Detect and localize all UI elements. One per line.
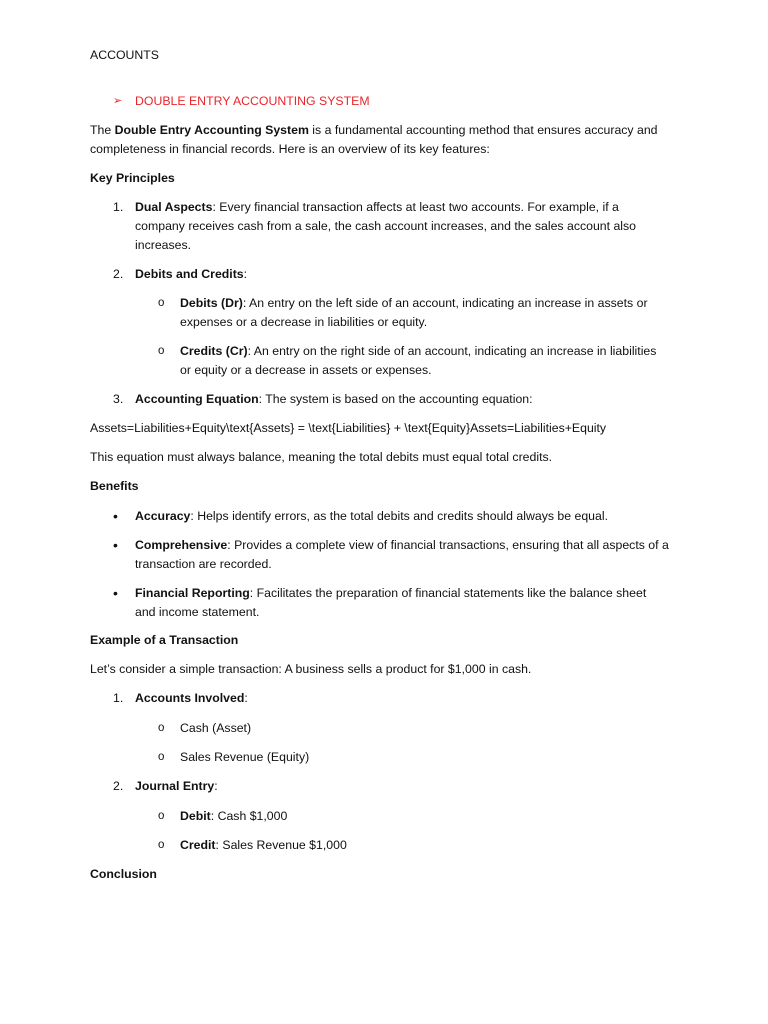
benefit-financial-reporting-term: Financial Reporting xyxy=(135,586,250,600)
credits-cr-line-2: or equity or a decrease in assets or expenses. xyxy=(180,363,432,377)
credits-cr-text: : An entry on the right side of an account, indicating an increase in liabilities xyxy=(247,344,657,358)
account-cash: Cash (Asset) xyxy=(180,721,252,735)
sub-bullet: o xyxy=(158,297,165,309)
dual-aspects-line-1 xyxy=(135,198,619,217)
sub-bullet: o xyxy=(158,722,165,734)
conclusion-heading xyxy=(90,865,157,884)
debits-dr-term: Debits (Dr) xyxy=(180,296,243,310)
sub-bullet: o xyxy=(158,839,165,851)
accounts-involved-line xyxy=(135,689,248,708)
debits-credits-line xyxy=(135,265,247,284)
journal-entry-colon: : xyxy=(214,779,218,793)
benefit-financial-reporting-line-2: and income statement. xyxy=(135,605,260,619)
debits-credits-colon: : xyxy=(243,267,248,281)
dual-aspects-line-3: increases. xyxy=(135,238,192,252)
account-sales-revenue: Sales Revenue (Equity) xyxy=(180,750,310,764)
benefit-financial-reporting-line-1 xyxy=(135,584,646,603)
credits-cr-term: Credits (Cr) xyxy=(180,344,248,358)
intro-prefix: The xyxy=(90,123,115,137)
journal-credit-value: : Sales Revenue $1,000 xyxy=(215,838,347,852)
benefit-comprehensive-text: : Provides a complete view of financial transactions, ensuring that all aspects of a xyxy=(227,538,669,552)
sub-bullet: o xyxy=(158,751,165,763)
sub-bullet: o xyxy=(158,345,165,357)
debits-dr-line-2: expenses or a decrease in liabilities or equity. xyxy=(180,315,428,329)
intro-bold-term: Double Entry Accounting System xyxy=(114,123,309,137)
benefit-comprehensive-line-1 xyxy=(135,536,669,555)
conclusion-heading-text: Conclusion xyxy=(90,867,157,881)
sub-bullet: o xyxy=(158,810,165,822)
benefit-comprehensive-line-2: transaction are recorded. xyxy=(135,557,272,571)
accounts-involved-term: Accounts Involved xyxy=(135,691,245,705)
dual-aspects-text: : Every financial transaction affects at least two accounts. For example, if a xyxy=(212,200,619,214)
dual-aspects-line-2: company receives cash from a sale, the cash account increases, and the sales account also xyxy=(135,219,637,233)
intro-line-1 xyxy=(90,121,658,140)
journal-debit-term: Debit xyxy=(180,809,211,823)
benefit-accuracy-text: : Helps identify errors, as the total debits and credits should always be equal. xyxy=(190,509,609,523)
journal-debit xyxy=(180,807,287,826)
dual-aspects-term: Dual Aspects xyxy=(135,200,213,214)
debits-credits-term: Debits and Credits xyxy=(135,267,244,281)
section-heading: DOUBLE ENTRY ACCOUNTING SYSTEM xyxy=(135,94,370,108)
bullet-dot: • xyxy=(113,508,118,524)
accounts-involved-colon: : xyxy=(244,691,248,705)
key-principles-heading-text: Key Principles xyxy=(90,171,175,185)
bullet-dot: • xyxy=(113,585,118,601)
journal-entry-line xyxy=(135,777,218,796)
bullet-dot: • xyxy=(113,537,118,553)
journal-credit-term: Credit xyxy=(180,838,216,852)
benefits-heading xyxy=(90,477,139,496)
debits-dr-text: : An entry on the left side of an account, indicating an increase in assets or xyxy=(242,296,648,310)
journal-entry-term: Journal Entry xyxy=(135,779,215,793)
balance-note: This equation must always balance, meaning the total debits must equal total credits. xyxy=(90,450,553,464)
benefit-comprehensive-term: Comprehensive xyxy=(135,538,228,552)
document-header: ACCOUNTS xyxy=(90,48,160,62)
benefit-financial-reporting-text: : Facilitates the preparation of financial statements like the balance sheet xyxy=(249,586,647,600)
intro-rest: is a fundamental accounting method that ensures accuracy and xyxy=(308,123,658,137)
benefit-accuracy xyxy=(135,507,608,526)
accounting-equation-term: Accounting Equation xyxy=(135,392,259,406)
list-number: 3. xyxy=(113,392,124,406)
equation-text: Assets=Liabilities+Equity\text{Assets} = \text{Liabilities} + \text{Equity}Assets=Liabilities+Equity xyxy=(90,421,607,435)
list-number: 2. xyxy=(113,267,124,281)
accounting-equation-text: : The system is based on the accounting equation: xyxy=(258,392,533,406)
benefit-accuracy-term: Accuracy xyxy=(135,509,191,523)
key-principles-heading xyxy=(90,169,175,188)
list-number: 1. xyxy=(113,691,124,705)
example-intro: Let’s consider a simple transaction: A business sells a product for $1,000 in cash. xyxy=(90,662,532,676)
list-number: 2. xyxy=(113,779,124,793)
debits-dr-line-1 xyxy=(180,294,648,313)
intro-line-2: completeness in financial records. Here is an overview of its key features: xyxy=(90,142,490,156)
journal-credit xyxy=(180,836,347,855)
example-heading xyxy=(90,631,238,650)
example-heading-text: Example of a Transaction xyxy=(90,633,239,647)
list-number: 1. xyxy=(113,200,124,214)
section-arrow-icon: ➢ xyxy=(113,95,123,107)
benefits-heading-text: Benefits xyxy=(90,479,139,493)
accounting-equation-line xyxy=(135,390,533,409)
credits-cr-line-1 xyxy=(180,342,656,361)
journal-debit-value: : Cash $1,000 xyxy=(210,809,288,823)
